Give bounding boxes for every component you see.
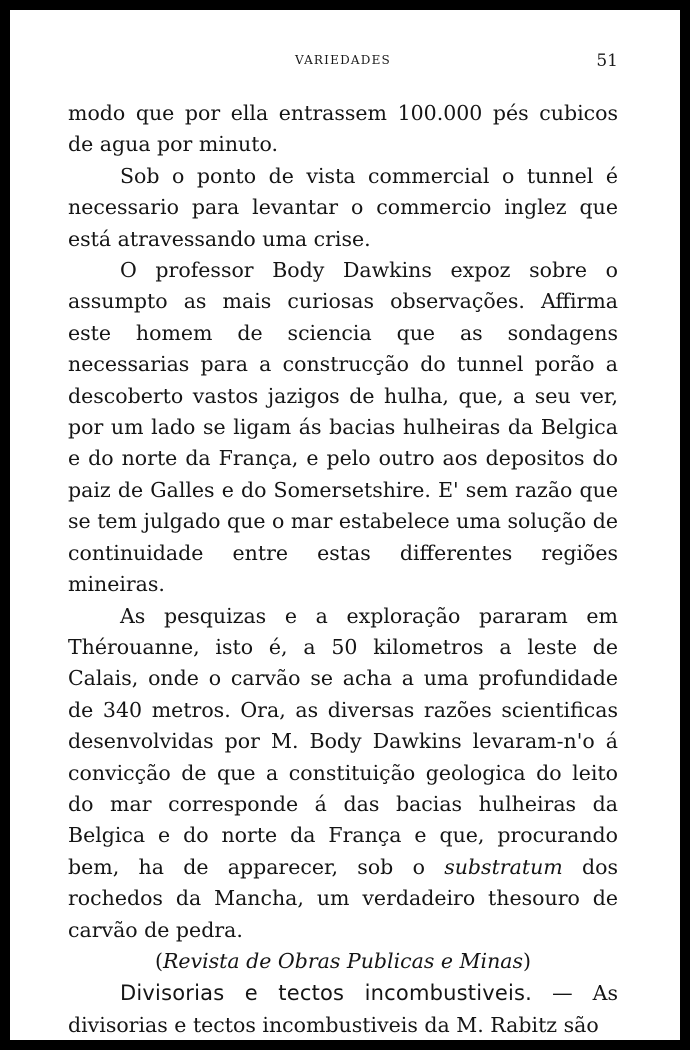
section-paragraph <box>68 977 618 1040</box>
citation-source-title: Revista de Obras Publicas e Minas <box>162 948 524 973</box>
paragraph-2: Sob o ponto de vista commercial o tunnel é necessario para levantar o commercio inglez que está atravessando uma crise. <box>68 163 618 251</box>
section-title: Divisorias e tectos incombustiveis. <box>120 981 533 1006</box>
paragraph-3: O professor Body Dawkins expoz sobre o assumpto as mais curiosas observações. Affirma este homem de sciencia que as sondagens necessarias para a construcção do tunnel porão a descoberto vastos jazigos de hulha, que, a seu ver, por um lado se ligam ás bacias hulheiras da Belgica e do norte da França, e pelo outro aos depositos do paiz de Galles e do Somersetshire. E' sem razão que se tem julgado que o mar estabelece uma solução de continuidade entre estas differentes regiões mineiras. <box>68 258 618 597</box>
running-title: VARIEDADES <box>295 53 391 67</box>
paragraph-1: modo que por ella entrassem 100.000 pés cubicos de agua por minuto. <box>68 101 618 157</box>
citation-close-paren: ) <box>523 948 532 973</box>
source-citation <box>68 946 618 977</box>
paragraph-4-text-a: As pesquizas e a exploração pararam em Thérouanne, isto é, a 50 kilometros a leste de Calais, onde o carvão se acha a uma profundidade de 340 metros. Ora, as diversas razões scientificas desenvolvidas por M. Body Dawkins levaram-n'o á convicção de que a constituição geologica do leito do mar corresponde á das bacias hulheiras da Belgica e do norte da França e que, procurando bem, ha de apparecer, sob o <box>68 603 618 879</box>
book-page <box>10 10 680 1040</box>
citation-open-paren: ( <box>154 948 163 973</box>
section-text: — As divisorias e tectos incombustiveis da M. Rabitz são <box>68 981 618 1038</box>
paragraph-4-italic-term: substratum <box>444 854 563 879</box>
running-head <box>68 53 618 73</box>
paragraph-4-text-b: dos rochedos da Mancha, um verdadeiro thesouro de carvão de pedra. <box>68 854 618 942</box>
body-text <box>68 98 618 1040</box>
paragraph-4 <box>68 601 618 946</box>
page-number: 51 <box>596 51 618 71</box>
